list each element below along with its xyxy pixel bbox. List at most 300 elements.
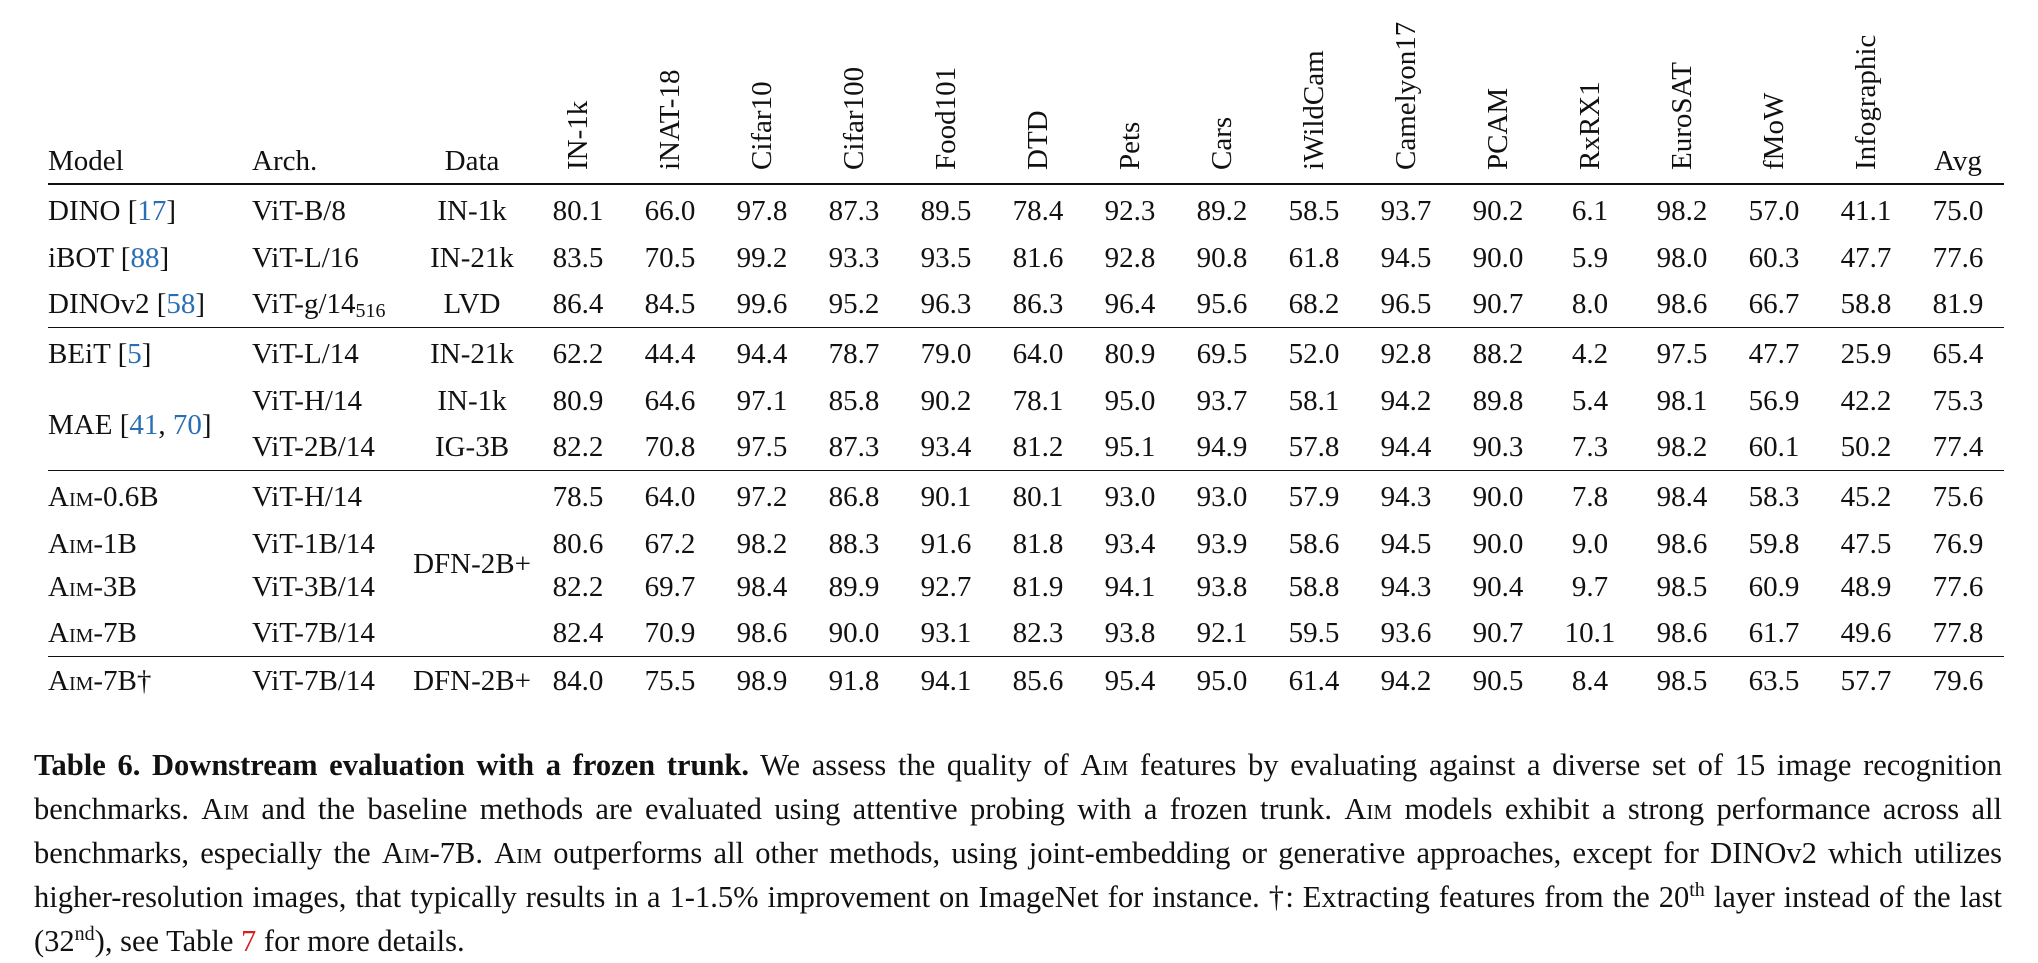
arch-name: ViT-7B/14 xyxy=(252,664,375,697)
model-name: Aim-7B xyxy=(48,616,137,649)
score-cell: 91.6 xyxy=(920,528,972,560)
score-cell: 57.8 xyxy=(1288,430,1340,463)
score-cell: 93.9 xyxy=(1196,528,1248,560)
model-name: DINO xyxy=(48,195,121,227)
score-cell: 61.8 xyxy=(1288,242,1340,274)
model-name: BEiT xyxy=(48,338,111,370)
score-cell: 86.4 xyxy=(552,287,604,320)
score-cell: 89.2 xyxy=(1196,195,1248,227)
score-cell: 90.8 xyxy=(1196,242,1248,274)
score-cell: 97.5 xyxy=(1656,338,1708,370)
avg-cell: 81.9 xyxy=(1932,287,1984,320)
caption-text-3: and the baseline methods are evaluated using attentive probing with a frozen trunk. xyxy=(261,791,1333,826)
arch-name: ViT-7B/14 xyxy=(252,616,375,649)
header-benchmark xyxy=(532,20,624,184)
avg-cell: 75.3 xyxy=(1932,385,1984,417)
header-benchmark-wrap xyxy=(1851,20,1881,170)
score-cell: 10.1 xyxy=(1564,616,1616,649)
score-cell: 89.8 xyxy=(1472,385,1524,417)
caption-aim-7b: Aim-7B. xyxy=(381,835,484,870)
arch-name: ViT-L/16 xyxy=(252,242,359,274)
score-cell: 97.2 xyxy=(736,481,788,513)
score-cell: 80.9 xyxy=(1104,338,1156,370)
header-data: Data xyxy=(444,145,500,177)
header-benchmark-label: iWildCam xyxy=(1298,50,1330,170)
header-benchmark-label: Camelyon17 xyxy=(1390,21,1422,170)
caption-sup-th: th xyxy=(1689,878,1705,901)
score-cell: 62.2 xyxy=(552,338,604,370)
score-cell: 8.4 xyxy=(1571,664,1609,697)
header-benchmark-wrap xyxy=(655,20,685,170)
score-cell: 52.0 xyxy=(1288,338,1340,370)
score-cell: 93.3 xyxy=(828,242,880,274)
header-row xyxy=(48,20,2004,184)
score-cell: 93.6 xyxy=(1380,616,1432,649)
header-benchmark-label: Pets xyxy=(1114,121,1146,170)
score-cell: 64.6 xyxy=(644,385,696,417)
score-cell: 64.0 xyxy=(644,481,696,513)
score-cell: 59.5 xyxy=(1288,616,1340,649)
citation-link[interactable]: 58 xyxy=(166,287,196,320)
score-cell: 57.9 xyxy=(1288,481,1340,513)
score-cell: 93.8 xyxy=(1196,571,1248,603)
score-cell: 59.8 xyxy=(1748,528,1800,560)
header-benchmark xyxy=(992,20,1084,184)
header-benchmark-wrap xyxy=(839,20,869,170)
score-cell: 98.6 xyxy=(1656,528,1708,560)
score-cell: 66.7 xyxy=(1748,287,1800,320)
table-row xyxy=(48,523,2004,566)
header-benchmark-label: Cifar100 xyxy=(838,66,870,170)
data-cell: IN-21k xyxy=(430,242,514,274)
arch-name: ViT-L/14 xyxy=(252,338,359,370)
header-benchmark xyxy=(624,20,716,184)
avg-cell: 76.9 xyxy=(1932,528,1984,560)
score-cell: 88.3 xyxy=(828,528,880,560)
header-arch: Arch. xyxy=(252,145,318,177)
header-benchmark xyxy=(1728,20,1820,184)
avg-cell: 65.4 xyxy=(1932,338,1984,370)
header-benchmark-wrap xyxy=(1299,20,1329,170)
arch-cell xyxy=(252,609,412,657)
caption-aim-4: Aim xyxy=(494,835,542,870)
score-cell: 95.0 xyxy=(1104,385,1156,417)
score-cell: 97.8 xyxy=(736,195,788,227)
header-benchmark-label: Cars xyxy=(1206,116,1238,170)
score-cell: 7.3 xyxy=(1571,430,1609,463)
model-name: DINOv2 xyxy=(48,287,150,320)
score-cell: 78.7 xyxy=(828,338,880,370)
header-benchmark-wrap xyxy=(747,20,777,170)
score-cell: 58.6 xyxy=(1288,528,1340,560)
score-cell: 5.4 xyxy=(1571,385,1609,417)
score-cell: 93.4 xyxy=(1104,528,1156,560)
score-cell: 82.2 xyxy=(552,571,604,603)
score-cell: 58.8 xyxy=(1288,571,1340,603)
table-row xyxy=(48,609,2004,657)
score-cell: 93.1 xyxy=(920,616,972,649)
score-cell: 84.0 xyxy=(552,664,604,697)
model-cell xyxy=(48,657,252,705)
caption-text-4: models exhibit a strong performance across all benchmarks, especially the xyxy=(34,791,2002,870)
score-cell: 81.9 xyxy=(1012,571,1064,603)
header-benchmark-wrap xyxy=(1667,20,1697,170)
score-cell: 90.2 xyxy=(1472,195,1524,227)
header-avg: Avg xyxy=(1934,145,1982,177)
score-cell: 58.1 xyxy=(1288,385,1340,417)
header-benchmark-label: fMoW xyxy=(1758,92,1790,170)
header-benchmark-label: iNAT-18 xyxy=(654,69,686,170)
header-benchmark-label: Infographic xyxy=(1850,34,1882,170)
arch-cell xyxy=(252,566,412,609)
table-row xyxy=(48,328,2004,381)
score-cell: 88.2 xyxy=(1472,338,1524,370)
arch-name: ViT-g/14 xyxy=(252,287,356,320)
score-cell: 93.5 xyxy=(920,242,972,274)
score-cell: 89.5 xyxy=(920,195,972,227)
score-cell: 97.5 xyxy=(736,430,788,463)
score-cell: 41.1 xyxy=(1840,195,1892,227)
header-benchmark-wrap xyxy=(1483,20,1513,170)
model-cell xyxy=(48,471,252,524)
score-cell: 92.8 xyxy=(1380,338,1432,370)
score-cell: 80.9 xyxy=(552,385,604,417)
score-cell: 58.5 xyxy=(1288,195,1340,227)
score-cell: 78.5 xyxy=(552,481,604,513)
score-cell: 93.0 xyxy=(1196,481,1248,513)
header-benchmark-wrap xyxy=(1115,20,1145,170)
header-benchmark-wrap xyxy=(931,20,961,170)
header-benchmark-wrap xyxy=(1391,20,1421,170)
score-cell: 4.2 xyxy=(1571,338,1609,370)
header-model: Model xyxy=(48,145,124,177)
data-cell: IN-1k xyxy=(437,195,507,227)
results-table xyxy=(48,20,2004,704)
score-cell: 98.4 xyxy=(1656,481,1708,513)
score-cell: 92.1 xyxy=(1196,616,1248,649)
model-cell: DINO [17] xyxy=(48,195,177,227)
score-cell: 95.2 xyxy=(828,287,880,320)
table-caption xyxy=(34,743,2002,963)
score-cell: 90.7 xyxy=(1472,616,1524,649)
avg-cell: 77.6 xyxy=(1932,571,1984,603)
score-cell: 99.2 xyxy=(736,242,788,274)
score-cell: 97.1 xyxy=(736,385,788,417)
score-cell: 93.7 xyxy=(1196,385,1248,417)
header-benchmark xyxy=(900,20,992,184)
caption-text-6: layer instead of the last (32 xyxy=(34,879,2002,958)
score-cell: 80.1 xyxy=(1012,481,1064,513)
header-benchmark-wrap xyxy=(1759,20,1789,170)
score-cell: 94.1 xyxy=(920,664,972,697)
header-benchmark xyxy=(1268,20,1360,184)
score-cell: 7.8 xyxy=(1571,481,1609,513)
header-benchmark-label: PCAM xyxy=(1482,87,1514,170)
caption-text-8: for more details. xyxy=(263,923,465,958)
score-cell: 66.0 xyxy=(644,195,696,227)
score-cell: 95.4 xyxy=(1104,664,1156,697)
score-cell: 69.5 xyxy=(1196,338,1248,370)
score-cell: 98.6 xyxy=(736,616,788,649)
score-cell: 90.3 xyxy=(1472,430,1524,463)
score-cell: 61.4 xyxy=(1288,664,1340,697)
score-cell: 70.8 xyxy=(644,430,696,463)
model-name: MAE xyxy=(48,408,113,441)
header-benchmark-label: Cifar10 xyxy=(746,81,778,170)
table-row xyxy=(48,184,2004,237)
table-group xyxy=(48,657,2004,705)
score-cell: 98.2 xyxy=(1656,195,1708,227)
table-row xyxy=(48,280,2004,328)
score-cell: 94.9 xyxy=(1196,430,1248,463)
score-cell: 98.5 xyxy=(1656,571,1708,603)
table-row xyxy=(48,471,2004,524)
score-cell: 67.2 xyxy=(644,528,696,560)
caption-aim-2: Aim xyxy=(201,791,250,826)
arch-cell xyxy=(252,523,412,566)
data-cell: IN-1k xyxy=(437,385,507,417)
table-row xyxy=(48,237,2004,280)
caption-text-7: ), see Table xyxy=(94,923,234,958)
score-cell: 90.0 xyxy=(828,616,880,649)
score-cell: 79.0 xyxy=(920,338,972,370)
arch-cell xyxy=(252,328,412,381)
score-cell: 42.2 xyxy=(1840,385,1892,417)
avg-cell: 75.6 xyxy=(1932,481,1984,513)
score-cell: 9.0 xyxy=(1571,528,1609,560)
score-cell: 93.4 xyxy=(920,430,972,463)
score-cell: 86.8 xyxy=(828,481,880,513)
header-benchmark-wrap xyxy=(1023,20,1053,170)
score-cell: 64.0 xyxy=(1012,338,1064,370)
score-cell: 96.5 xyxy=(1380,287,1432,320)
arch-cell xyxy=(252,380,412,423)
model-name: Aim-1B xyxy=(48,528,137,560)
score-cell: 90.0 xyxy=(1472,481,1524,513)
arch-cell xyxy=(252,657,412,705)
header-benchmark-wrap xyxy=(563,20,593,170)
model-name: Aim-3B xyxy=(48,571,137,603)
arch-name: ViT-B/8 xyxy=(252,195,346,227)
score-cell: 81.8 xyxy=(1012,528,1064,560)
score-cell: 82.4 xyxy=(552,616,604,649)
header-benchmark-label: RxRX1 xyxy=(1574,81,1606,170)
score-cell: 94.1 xyxy=(1104,571,1156,603)
score-cell: 95.0 xyxy=(1196,664,1248,697)
score-cell: 94.5 xyxy=(1380,528,1432,560)
caption-title: Table 6. Downstream evaluation with a frozen trunk. xyxy=(34,747,750,782)
score-cell: 96.4 xyxy=(1104,287,1156,320)
header-benchmark xyxy=(1452,20,1544,184)
model-cell xyxy=(48,566,252,609)
header-benchmark xyxy=(1360,20,1452,184)
score-cell: 68.2 xyxy=(1288,287,1340,320)
score-cell: 60.9 xyxy=(1748,571,1800,603)
table-row xyxy=(48,657,2004,705)
table-row xyxy=(48,566,2004,609)
score-cell: 69.7 xyxy=(644,571,696,603)
model-cell: BEiT [5] xyxy=(48,338,152,370)
score-cell: 70.9 xyxy=(644,616,696,649)
arch-cell xyxy=(252,184,412,237)
header-benchmark xyxy=(1544,20,1636,184)
caption-aim-3: Aim xyxy=(1344,791,1393,826)
score-cell: 98.2 xyxy=(736,528,788,560)
score-cell: 98.4 xyxy=(736,571,788,603)
score-cell: 25.9 xyxy=(1840,338,1892,370)
header-benchmark xyxy=(1176,20,1268,184)
score-cell: 90.7 xyxy=(1472,287,1524,320)
score-cell: 81.6 xyxy=(1012,242,1064,274)
avg-cell: 79.6 xyxy=(1932,664,1984,697)
citation-link[interactable]: 88 xyxy=(130,242,160,274)
score-cell: 94.2 xyxy=(1380,385,1432,417)
data-cell: DFN-2B+ xyxy=(413,664,531,697)
header-benchmark xyxy=(716,20,808,184)
caption-text-1: We assess the quality of xyxy=(760,747,1069,782)
model-name: iBOT xyxy=(48,242,114,274)
arch-cell xyxy=(252,280,412,328)
score-cell: 82.3 xyxy=(1012,616,1064,649)
score-cell: 87.3 xyxy=(828,195,880,227)
score-cell: 98.6 xyxy=(1656,616,1708,649)
citation-link[interactable]: 41 xyxy=(129,408,159,441)
caption-aim-1: Aim xyxy=(1080,747,1129,782)
score-cell: 93.8 xyxy=(1104,616,1156,649)
score-cell: 47.7 xyxy=(1748,338,1800,370)
score-cell: 60.3 xyxy=(1748,242,1800,274)
header-benchmark xyxy=(808,20,900,184)
score-cell: 44.4 xyxy=(644,338,696,370)
score-cell: 94.3 xyxy=(1380,571,1432,603)
score-cell: 57.7 xyxy=(1840,664,1892,697)
model-name: Aim-7B† xyxy=(48,664,152,697)
score-cell: 94.3 xyxy=(1380,481,1432,513)
avg-cell: 75.0 xyxy=(1932,195,1984,227)
arch-resolution: 516 xyxy=(355,299,386,322)
caption-text-2: features by evaluating against a diverse set of 15 image recognition benchmarks. xyxy=(34,747,2003,826)
score-cell: 94.5 xyxy=(1380,242,1432,274)
model-cell: DINOv2 [58] xyxy=(48,287,206,320)
score-cell: 90.2 xyxy=(920,385,972,417)
table-group xyxy=(48,184,2004,328)
arch-name: ViT-3B/14 xyxy=(252,571,375,603)
model-cell: iBOT [88] xyxy=(48,242,170,274)
score-cell: 6.1 xyxy=(1571,195,1609,227)
score-cell: 92.3 xyxy=(1104,195,1156,227)
score-cell: 58.8 xyxy=(1840,287,1892,320)
score-cell: 75.5 xyxy=(644,664,696,697)
header-benchmark-label: Food101 xyxy=(930,66,962,170)
score-cell: 92.8 xyxy=(1104,242,1156,274)
citation-link[interactable]: 70 xyxy=(172,408,202,441)
table-group xyxy=(48,471,2004,657)
score-cell: 98.0 xyxy=(1656,242,1708,274)
data-cell: LVD xyxy=(443,287,501,320)
score-cell: 9.7 xyxy=(1571,571,1609,603)
score-cell: 47.7 xyxy=(1840,242,1892,274)
score-cell: 80.1 xyxy=(552,195,604,227)
score-cell: 94.4 xyxy=(736,338,788,370)
score-cell: 98.5 xyxy=(1656,664,1708,697)
score-cell: 48.9 xyxy=(1840,571,1892,603)
score-cell: 83.5 xyxy=(552,242,604,274)
arch-name: ViT-2B/14 xyxy=(252,430,375,463)
caption-text-5: outperforms all other methods, using joint-embedding or generative approaches, except for DINOv2 which utilizes higher-resolution images, that typically results in a 1-1.5% improvement on ImageNet for instance. †: Extracting features from the 20 xyxy=(34,835,2003,914)
score-cell: 80.6 xyxy=(552,528,604,560)
score-cell: 81.2 xyxy=(1012,430,1064,463)
score-cell: 95.6 xyxy=(1196,287,1248,320)
score-cell: 47.5 xyxy=(1840,528,1892,560)
model-cell: MAE [41, 70] xyxy=(48,408,212,441)
score-cell: 5.9 xyxy=(1571,242,1609,274)
score-cell: 8.0 xyxy=(1571,287,1609,320)
arch-cell xyxy=(252,471,412,524)
score-cell: 95.1 xyxy=(1104,430,1156,463)
header-benchmark-wrap xyxy=(1207,20,1237,170)
arch-name: ViT-H/14 xyxy=(252,481,362,513)
score-cell: 85.8 xyxy=(828,385,880,417)
score-cell: 98.2 xyxy=(1656,430,1708,463)
table-row xyxy=(48,380,2004,423)
score-cell: 94.2 xyxy=(1380,664,1432,697)
score-cell: 93.0 xyxy=(1104,481,1156,513)
score-cell: 60.1 xyxy=(1748,430,1800,463)
arch-cell xyxy=(252,237,412,280)
score-cell: 85.6 xyxy=(1012,664,1064,697)
score-cell: 99.6 xyxy=(736,287,788,320)
table-ref-link[interactable]: 7 xyxy=(241,923,257,958)
header-benchmark-label: EuroSAT xyxy=(1666,62,1698,170)
score-cell: 98.1 xyxy=(1656,385,1708,417)
header-benchmark-label: DTD xyxy=(1022,110,1054,170)
score-cell: 70.5 xyxy=(644,242,696,274)
score-cell: 93.7 xyxy=(1380,195,1432,227)
header-benchmark xyxy=(1820,20,1912,184)
score-cell: 49.6 xyxy=(1840,616,1892,649)
score-cell: 61.7 xyxy=(1748,616,1800,649)
model-name: Aim-0.6B xyxy=(48,481,159,513)
model-cell xyxy=(48,523,252,566)
citation-link[interactable]: 5 xyxy=(127,338,142,370)
score-cell: 78.1 xyxy=(1012,385,1064,417)
data-cell: IN-21k xyxy=(430,338,514,370)
score-cell: 90.1 xyxy=(920,481,972,513)
score-cell: 56.9 xyxy=(1748,385,1800,417)
score-cell: 84.5 xyxy=(644,287,696,320)
score-cell: 50.2 xyxy=(1840,430,1892,463)
arch-name: ViT-H/14 xyxy=(252,385,362,417)
score-cell: 91.8 xyxy=(828,664,880,697)
table-group xyxy=(48,328,2004,471)
header-benchmark xyxy=(1084,20,1176,184)
header-benchmark-label: IN-1k xyxy=(562,100,594,170)
score-cell: 90.0 xyxy=(1472,242,1524,274)
model-cell xyxy=(48,609,252,657)
data-cell: DFN-2B+ xyxy=(413,547,531,580)
score-cell: 98.6 xyxy=(1656,287,1708,320)
caption-sup-nd: nd xyxy=(74,922,95,945)
citation-link[interactable]: 17 xyxy=(137,195,167,227)
header-benchmark xyxy=(1636,20,1728,184)
data-cell: IG-3B xyxy=(434,430,510,463)
score-cell: 92.7 xyxy=(920,571,972,603)
header-benchmark-wrap xyxy=(1575,20,1605,170)
score-cell: 90.4 xyxy=(1472,571,1524,603)
table-row xyxy=(48,423,2004,471)
score-cell: 87.3 xyxy=(828,430,880,463)
score-cell: 45.2 xyxy=(1840,481,1892,513)
